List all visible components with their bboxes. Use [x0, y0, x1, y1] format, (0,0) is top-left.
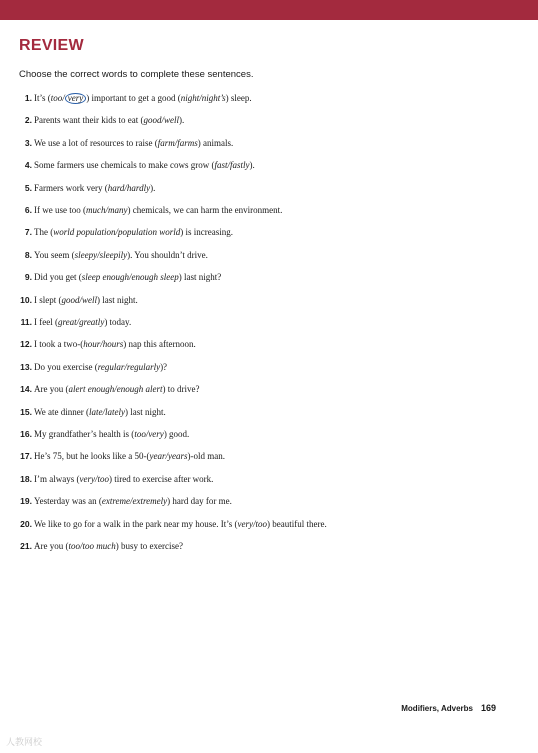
question-text: ) to drive?	[162, 384, 200, 395]
question-text: ) hard day for me.	[167, 496, 232, 507]
question-item	[19, 407, 166, 417]
question-text: Do you exercise (	[34, 361, 98, 372]
question-text: )-old man.	[187, 451, 225, 462]
question-text: ). You shouldn’t drive.	[127, 249, 208, 260]
question-item	[19, 362, 167, 372]
question-number: 17.	[20, 451, 32, 462]
question-text: If we use too (	[34, 205, 86, 215]
question-text: ) important to get a good (	[86, 93, 181, 103]
question-number: 15.	[20, 406, 32, 417]
question-text: Parents want their kids to eat (	[34, 115, 144, 126]
question-text: ) last night?	[178, 272, 222, 283]
question-number: 9.	[24, 272, 32, 283]
question-text: ).	[249, 160, 255, 171]
answer-choice: great/greatly	[57, 317, 105, 327]
answer-choice: too	[50, 93, 63, 103]
question-number: 1.	[24, 93, 32, 103]
question-number: 2.	[24, 115, 32, 126]
question-text: ).	[150, 182, 156, 193]
question-text: )?	[160, 361, 168, 372]
question-text: ).	[178, 115, 185, 126]
question-number: 13.	[20, 361, 32, 372]
page-title: REVIEW	[19, 37, 84, 54]
answer-choice: too/very	[134, 429, 164, 439]
answer-choice: very/too	[237, 518, 267, 529]
answer-choice: too/too much	[68, 541, 116, 551]
question-number: 3.	[24, 137, 32, 148]
question-text: ) last night.	[97, 294, 138, 305]
question-text: I slept (	[34, 294, 62, 305]
question-text: It’s (	[34, 93, 51, 103]
question-text: ) is increasing.	[180, 227, 233, 238]
header-bar	[0, 0, 538, 20]
question-number: 16.	[20, 429, 32, 439]
answer-choice: hard/hardly	[107, 182, 151, 193]
page-number: 169	[480, 703, 496, 713]
answer-choice: fast/fastly	[214, 160, 250, 171]
page-footer	[401, 703, 496, 713]
answer-choice: sleepy/sleepily	[74, 249, 128, 260]
question-item	[19, 250, 208, 260]
question-text: Are you (	[34, 384, 69, 395]
question-item	[19, 451, 225, 461]
answer-choice: year/years	[149, 451, 188, 462]
question-item	[19, 541, 183, 551]
question-text: I’m always (	[34, 473, 80, 484]
answer-choice: sleep enough/enough sleep	[81, 272, 179, 283]
question-text: ) today.	[104, 317, 132, 327]
answer-choice: /	[62, 93, 65, 103]
instructions: Choose the correct words to complete these sentences.	[19, 69, 254, 80]
watermark: 人教网校	[6, 737, 43, 747]
question-number: 20.	[20, 518, 32, 529]
question-text: The (	[34, 227, 54, 238]
question-item	[19, 339, 196, 349]
question-text: ) chemicals, we can harm the environment.	[127, 205, 283, 215]
question-number: 19.	[20, 496, 32, 507]
circled-answer: very	[65, 93, 87, 104]
question-text: We ate dinner (	[34, 406, 89, 417]
question-text: ) tired to exercise after work.	[108, 473, 214, 484]
answer-choice: regular/regularly	[97, 361, 161, 372]
question-number: 10.	[20, 294, 32, 305]
question-text: Yesterday was an (	[34, 496, 102, 507]
question-item	[19, 496, 232, 506]
answer-choice: night/night’s	[180, 93, 226, 103]
question-item	[19, 429, 189, 439]
answer-choice: good/well	[61, 294, 97, 305]
question-text: Did you get (	[34, 272, 82, 283]
question-text: Are you (	[34, 541, 69, 551]
question-text: ) last night.	[125, 406, 166, 417]
answer-choice: hour/hours	[83, 339, 124, 350]
question-text: We like to go for a walk in the park near my house. It’s (	[34, 518, 238, 529]
question-item	[19, 183, 155, 193]
question-text: I took a two-(	[34, 339, 84, 350]
question-item	[19, 138, 233, 148]
question-number: 11.	[20, 317, 32, 327]
question-number: 12.	[20, 339, 32, 350]
question-text: My grandfather’s health is (	[34, 429, 135, 439]
question-number: 8.	[24, 249, 32, 260]
question-number: 21.	[20, 541, 32, 551]
question-number: 4.	[24, 160, 32, 171]
question-text: Some farmers use chemicals to make cows grow (	[34, 160, 215, 171]
question-item	[19, 474, 213, 484]
answer-choice: good/well	[143, 115, 179, 126]
question-item	[19, 272, 221, 282]
question-item	[19, 205, 282, 215]
question-item	[19, 295, 138, 305]
question-text: ) sleep.	[225, 93, 252, 103]
question-number: 7.	[24, 227, 32, 238]
question-text: ) beautiful there.	[266, 518, 327, 529]
question-text: We use a lot of resources to raise (	[34, 137, 158, 148]
answer-choice: late/lately	[89, 406, 125, 417]
question-number: 14.	[20, 384, 32, 395]
question-text: ) nap this afternoon.	[123, 339, 196, 350]
question-item	[19, 519, 327, 529]
answer-choice: alert enough/enough alert	[68, 384, 163, 395]
answer-choice: farm/farms	[157, 137, 198, 148]
answer-choice: very/too	[79, 473, 109, 484]
question-text: Farmers work very (	[34, 182, 108, 193]
question-text: He’s 75, but he looks like a 50-(	[34, 451, 150, 462]
answer-choice: world population/population world	[53, 227, 181, 238]
question-text: I feel (	[34, 317, 58, 327]
question-item	[19, 115, 184, 125]
question-text: ) busy to exercise?	[115, 541, 183, 551]
question-item	[19, 384, 199, 394]
question-text: You seem (	[34, 249, 75, 260]
question-item	[19, 317, 131, 327]
answer-choice: extreme/extremely	[101, 496, 168, 507]
question-text: ) good.	[163, 429, 190, 439]
answer-choice: much/many	[85, 205, 128, 215]
question-number: 18.	[20, 473, 32, 484]
footer-section: Modifiers, Adverbs	[401, 704, 473, 713]
question-item	[19, 93, 252, 104]
question-number: 6.	[24, 205, 32, 215]
question-item	[19, 227, 233, 237]
question-item	[19, 160, 255, 170]
question-number: 5.	[24, 182, 32, 193]
question-text: ) animals.	[197, 137, 234, 148]
